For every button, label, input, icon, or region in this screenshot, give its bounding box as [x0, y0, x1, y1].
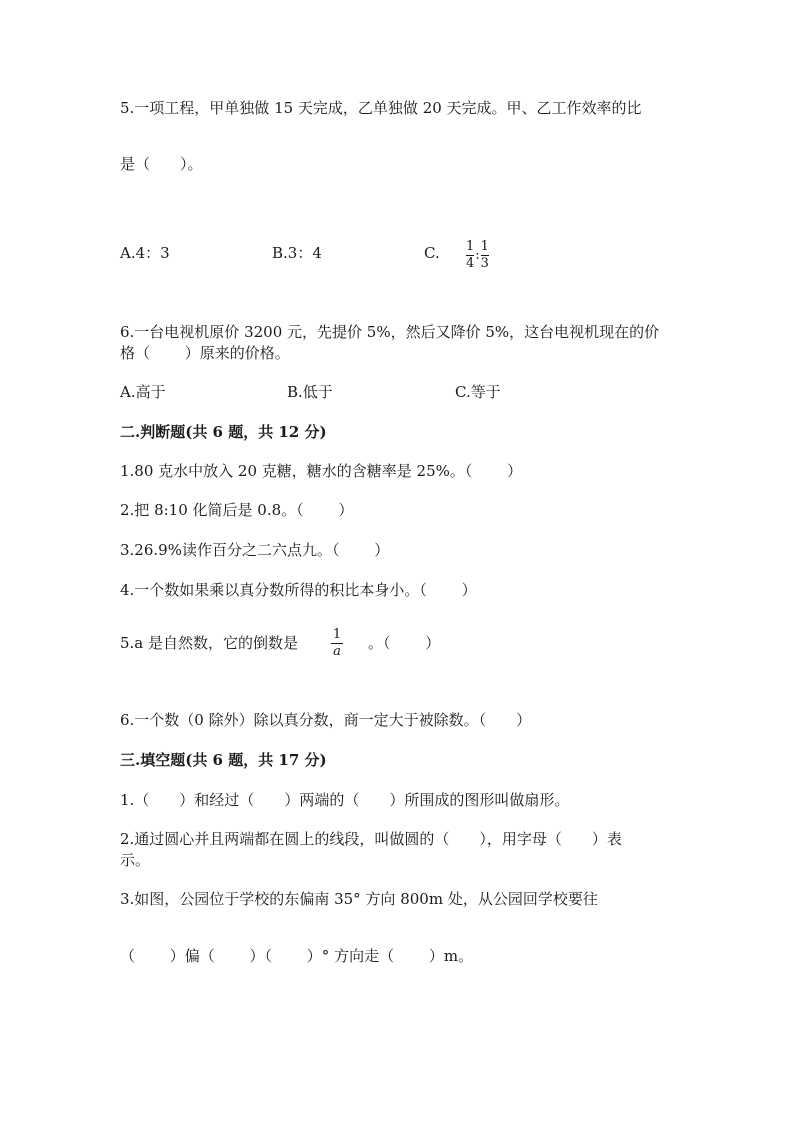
s2-q2: 2.把 8:10 化简后是 0.8。（ ） — [120, 501, 354, 519]
q5-option-c-ratio — [466, 240, 489, 271]
s3-q2-line2: 示。 — [120, 851, 151, 869]
s2-q1: 1.80 克水中放入 20 克糖，糖水的含糖率是 25%。（ ） — [120, 462, 523, 480]
q5-option-c-fraction-2 — [481, 240, 489, 271]
s2-q5-post: 。（ ） — [368, 634, 441, 652]
q6-option-b: B.低于 — [287, 383, 333, 401]
q6-line1: 6.一台电视机原价 3200 元，先提价 5%，然后又降价 5%，这台电视机现在的价 — [120, 323, 660, 341]
s2-q5-fraction — [331, 628, 343, 659]
s3-q3-line1: 3.如图，公园位于学校的东偏南 35° 方向 800m 处，从公园回学校要往 — [120, 890, 598, 908]
q5-line2: 是（ ）。 — [120, 155, 203, 173]
s2-q3: 3.26.9%读作百分之二六点九。（ ） — [120, 541, 390, 559]
s2-q4: 4.一个数如果乘以真分数所得的积比本身小。（ ） — [120, 581, 477, 599]
ratio-colon: : — [475, 247, 480, 263]
s2-q5-pre: 5.a 是自然数，它的倒数是 — [120, 634, 299, 652]
fraction-denominator: 4 — [466, 256, 475, 271]
q5-option-c: C. — [424, 244, 440, 262]
s3-q3-line2: （ ）偏（ ）（ ）° 方向走（ ）m。 — [120, 947, 474, 965]
section3-title: 三.填空题(共 6 题，共 17 分) — [120, 751, 327, 769]
q6-option-c: C.等于 — [455, 383, 501, 401]
q5-option-c-fraction-1 — [466, 240, 474, 271]
s3-q1: 1.（ ）和经过（ ）两端的（ ）所围成的图形叫做扇形。 — [120, 791, 570, 809]
fraction-numerator: 1 — [466, 239, 475, 254]
s3-q2-line1: 2.通过圆心并且两端都在圆上的线段，叫做圆的（ ），用字母（ ）表 — [120, 830, 622, 848]
q5-option-b: B.3：4 — [272, 244, 322, 262]
s2-q6: 6.一个数（0 除外）除以真分数，商一定大于被除数。（ ） — [120, 711, 532, 729]
q5-option-a: A.4：3 — [120, 244, 170, 262]
q6-line2: 格（ ）原来的价格。 — [120, 344, 290, 362]
fraction-numerator: 1 — [332, 627, 342, 642]
fraction-denominator: a — [333, 644, 341, 659]
fraction-numerator: 1 — [480, 239, 489, 254]
fraction-denominator: 3 — [480, 256, 489, 271]
q5-line1: 5.一项工程，甲单独做 15 天完成，乙单独做 20 天完成。甲、乙工作效率的比 — [120, 99, 642, 117]
q6-option-a: A.高于 — [120, 383, 166, 401]
section2-title: 二.判断题(共 6 题，共 12 分) — [120, 423, 327, 441]
